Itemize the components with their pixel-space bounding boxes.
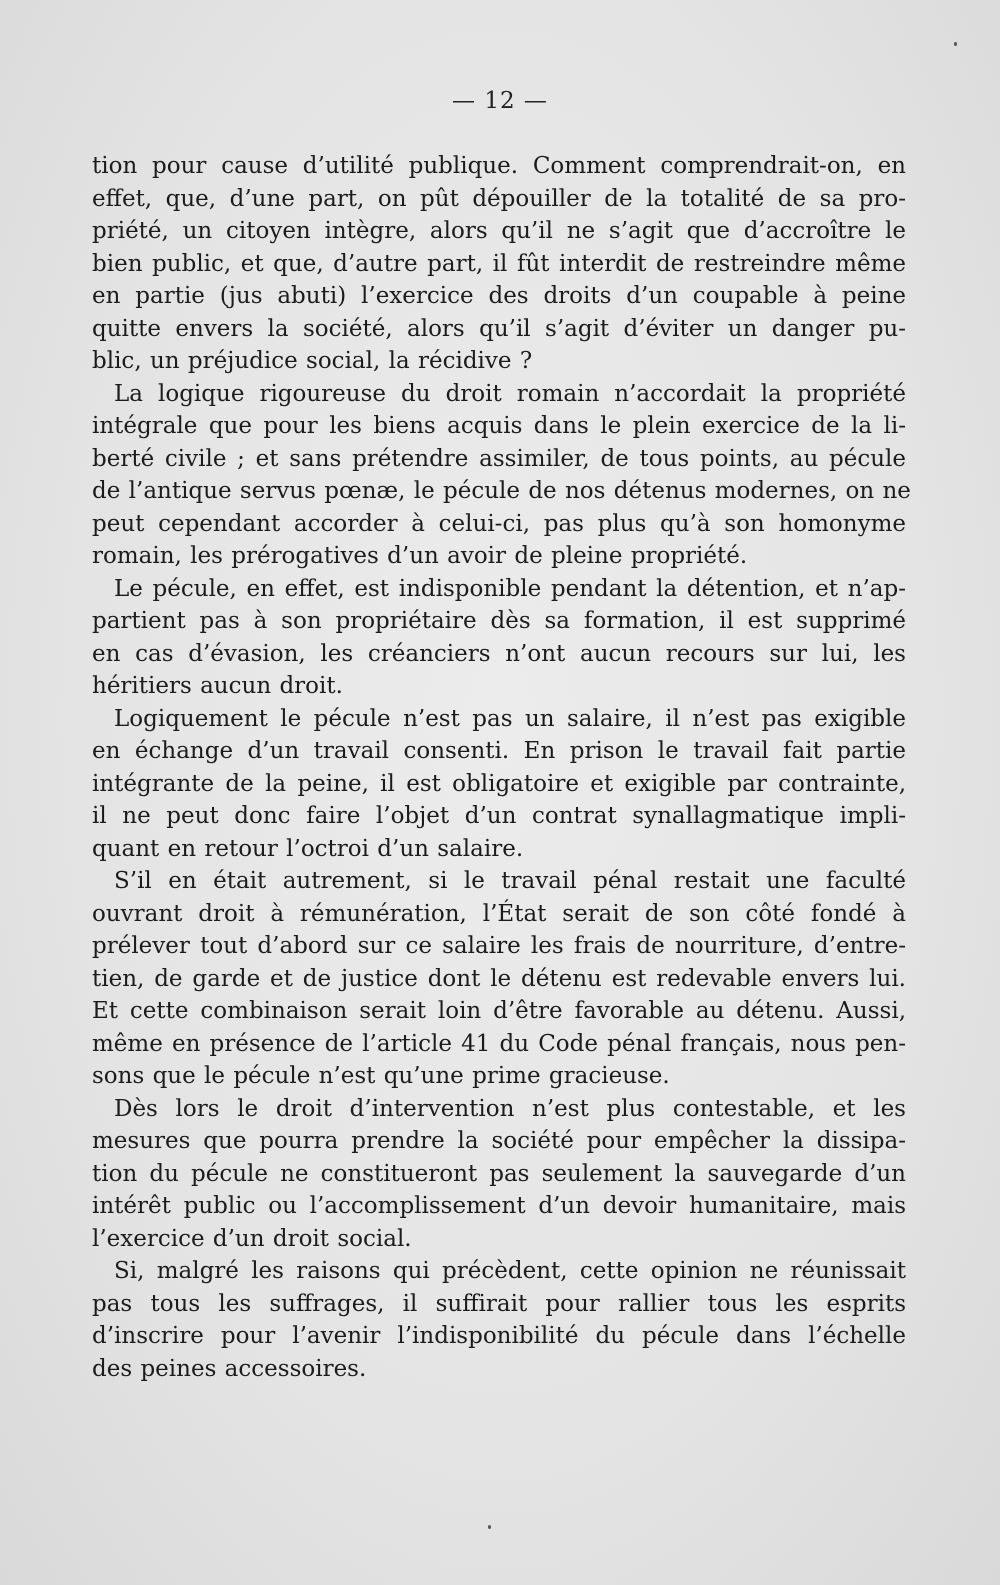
paragraph [92,150,906,378]
text-line: tien, de garde et de justice dont le détenu est redevable envers lui. [92,965,906,992]
text-line: en échange d’un travail consenti. En prison le travail fait partie [92,738,906,764]
text-line: intégrale que pour les biens acquis dans le plein exercice de la li- [92,413,906,439]
paper-speck [488,1525,491,1529]
text-line: des peines accessoires. [92,1355,367,1382]
paper-speck [954,42,957,46]
text-line: Dès lors le droit d’intervention n’est plus contestable, et les [114,1095,906,1122]
text-line: sons que le pécule n’est qu’une prime gracieuse. [92,1063,670,1089]
text-line: même en présence de l’article 41 du Code pénal français, nous pen- [92,1030,906,1057]
paragraph [92,378,911,573]
text-line: ouvrant droit à rémunération, l’État serait de son côté fondé à [92,900,906,927]
body-text [92,150,911,1385]
text-line: mesures que pourra prendre la société pour empêcher la dissipa- [92,1128,906,1154]
text-line: de l’antique servus pœnæ, le pécule de nos détenus modernes, on ne [92,478,911,504]
text-line: effet, que, d’une part, on pût dépouiller de la totalité de sa pro- [92,185,906,212]
text-line: en cas d’évasion, les créanciers n’ont aucun recours sur lui, les [92,640,906,667]
text-line: prélever tout d’abord sur ce salaire les frais de nourriture, d’entre- [92,933,906,959]
text-line: quant en retour l’octroi d’un salaire. [92,835,524,862]
text-line: l’exercice d’un droit social. [92,1225,412,1252]
text-line: Et cette combinaison serait loin d’être favorable au détenu. Aussi, [92,998,906,1024]
text-line: Le pécule, en effet, est indisponible pendant la détention, et n’ap- [114,575,906,602]
text-line: La logique rigoureuse du droit romain n’accordait la propriété [114,380,906,407]
text-line: peut cependant accorder à celui-ci, pas plus qu’à son homonyme [92,510,906,537]
text-line: Si, malgré les raisons qui précèdent, cette opinion ne réunissait [114,1258,906,1284]
text-line: Logiquement le pécule n’est pas un salaire, il n’est pas exigible [114,705,906,732]
text-line: bien public, et que, d’autre part, il fût interdit de restreindre même [92,250,906,277]
page-number: — 12 — [452,88,548,114]
text-line: berté civile ; et sans prétendre assimiler, de tous points, au pécule [92,445,906,472]
text-line: blic, un préjudice social, la récidive ? [92,348,533,374]
text-line: quitte envers la société, alors qu’il s’agit d’éviter un danger pu- [92,315,906,342]
text-line: partient pas à son propriétaire dès sa formation, il est supprimé [92,608,906,634]
text-line: pas tous les suffrages, il suffirait pour rallier tous les esprits [92,1290,906,1317]
text-line: romain, les prérogatives d’un avoir de pleine propriété. [92,543,748,569]
text-line: il ne peut donc faire l’objet d’un contrat synallagmatique impli- [92,803,906,829]
text-line: S’il en était autrement, si le travail pénal restait une faculté [114,868,906,894]
text-line: priété, un citoyen intègre, alors qu’il ne s’agit que d’accroître le [92,218,906,244]
paragraph [92,865,906,1093]
text-line: d’inscrire pour l’avenir l’indisponibilité du pécule dans l’échelle [92,1323,906,1349]
text-line: intégrante de la peine, il est obligatoire et exigible par contrainte, [92,770,906,797]
paragraph [92,1093,906,1256]
text-line: en partie (jus abuti) l’exercice des droits d’un coupable à peine [92,283,906,309]
paragraph [92,703,906,866]
paragraph [92,1255,906,1385]
paragraph [92,573,906,703]
text-line: héritiers aucun droit. [92,673,343,699]
text-line: tion du pécule ne constitueront pas seulement la sauvegarde d’un [92,1160,906,1187]
text-line: tion pour cause d’utilité publique. Comment comprendrait-on, en [92,153,906,179]
text-line: intérêt public ou l’accomplissement d’un devoir humanitaire, mais [92,1193,906,1219]
